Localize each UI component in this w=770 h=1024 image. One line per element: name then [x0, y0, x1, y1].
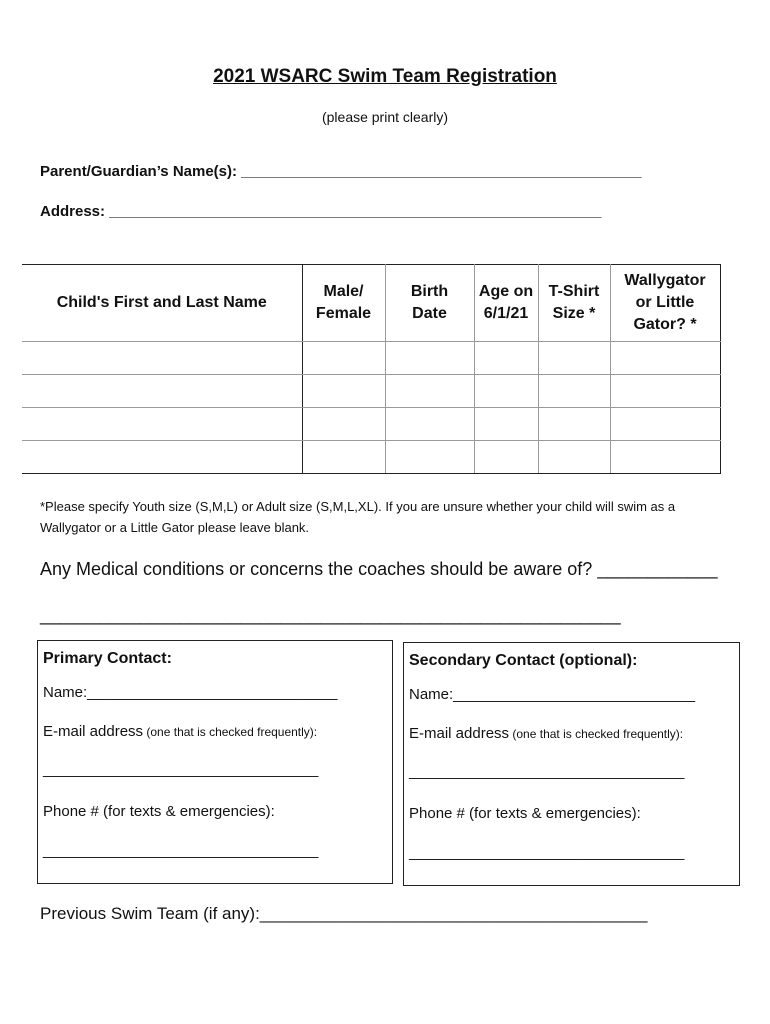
- column-header-age: Age on 6/1/21: [474, 265, 538, 342]
- previous-swim-team-field[interactable]: Previous Swim Team (if any):_________________________________________: [40, 904, 648, 923]
- primary-email-note: (one that is checked frequently):: [143, 725, 318, 739]
- tshirt-cell[interactable]: [538, 342, 610, 375]
- table-row: [22, 342, 720, 375]
- form-subtitle: (please print clearly): [321, 109, 449, 125]
- secondary-name-field[interactable]: Name:_____________________________: [409, 686, 696, 703]
- table-row: [22, 375, 720, 408]
- parent-guardian-field[interactable]: Parent/Guardian’s Name(s): ________________________________________________: [40, 163, 642, 180]
- column-header-birth-date: Birth Date: [385, 265, 474, 342]
- birth-date-cell[interactable]: [385, 441, 474, 474]
- tshirt-cell[interactable]: [538, 375, 610, 408]
- gator-cell[interactable]: [610, 441, 720, 474]
- primary-phone-field[interactable]: _________________________________: [43, 842, 319, 859]
- primary-contact-heading: Primary Contact:: [43, 650, 172, 667]
- medical-conditions-field[interactable]: Any Medical conditions or concerns the coaches should be aware of? ____________: [40, 559, 718, 579]
- size-footnote: *Please specify Youth size (S,M,L) or Adult size (S,M,L,XL). If you are unsure whether your child will swim as a Wallygator or a Little Gator please leave blank.: [40, 499, 676, 535]
- child-name-cell[interactable]: [22, 342, 302, 375]
- age-cell[interactable]: [474, 375, 538, 408]
- secondary-email-label: [409, 725, 683, 742]
- column-header-gender: Male/ Female: [302, 265, 385, 342]
- tshirt-cell[interactable]: [538, 441, 610, 474]
- table-row: [22, 441, 720, 474]
- gender-cell[interactable]: [302, 408, 385, 441]
- birth-date-cell[interactable]: [385, 342, 474, 375]
- table-row: [22, 408, 720, 441]
- children-table: [22, 264, 721, 474]
- primary-name-field[interactable]: Name:______________________________: [43, 684, 338, 701]
- birth-date-cell[interactable]: [385, 375, 474, 408]
- secondary-email-field[interactable]: _________________________________: [409, 763, 685, 780]
- secondary-phone-label: Phone # (for texts & emergencies):: [409, 805, 641, 822]
- tshirt-cell[interactable]: [538, 408, 610, 441]
- primary-email-text: E-mail address: [43, 723, 144, 740]
- gator-cell[interactable]: [610, 342, 720, 375]
- secondary-contact-box: [403, 642, 740, 886]
- child-name-cell[interactable]: [22, 408, 302, 441]
- gender-cell[interactable]: [302, 342, 385, 375]
- primary-contact-box: [37, 640, 393, 884]
- secondary-email-note: (one that is checked frequently):: [509, 727, 684, 741]
- gator-cell[interactable]: [610, 375, 720, 408]
- age-cell[interactable]: [474, 408, 538, 441]
- secondary-email-text: E-mail address: [409, 725, 510, 742]
- age-cell[interactable]: [474, 441, 538, 474]
- primary-phone-label: Phone # (for texts & emergencies):: [43, 803, 275, 820]
- secondary-contact-heading: Secondary Contact (optional):: [409, 652, 638, 669]
- secondary-phone-field[interactable]: _________________________________: [409, 844, 685, 861]
- address-field[interactable]: Address: ___________________________________________________________: [40, 203, 602, 220]
- gender-cell[interactable]: [302, 441, 385, 474]
- child-name-cell[interactable]: [22, 375, 302, 408]
- gender-cell[interactable]: [302, 375, 385, 408]
- column-header-gator: Wallygator or Little Gator? *: [610, 265, 720, 342]
- birth-date-cell[interactable]: [385, 408, 474, 441]
- primary-email-label: [43, 723, 317, 740]
- column-header-child-name: Child's First and Last Name: [22, 265, 302, 342]
- gator-cell[interactable]: [610, 408, 720, 441]
- age-cell[interactable]: [474, 342, 538, 375]
- child-name-cell[interactable]: [22, 441, 302, 474]
- form-title: 2021 WSARC Swim Team Registration: [213, 66, 557, 87]
- column-header-tshirt: T-Shirt Size *: [538, 265, 610, 342]
- primary-email-field[interactable]: _________________________________: [43, 761, 319, 778]
- medical-conditions-line[interactable]: __________________________________________________________: [40, 605, 621, 625]
